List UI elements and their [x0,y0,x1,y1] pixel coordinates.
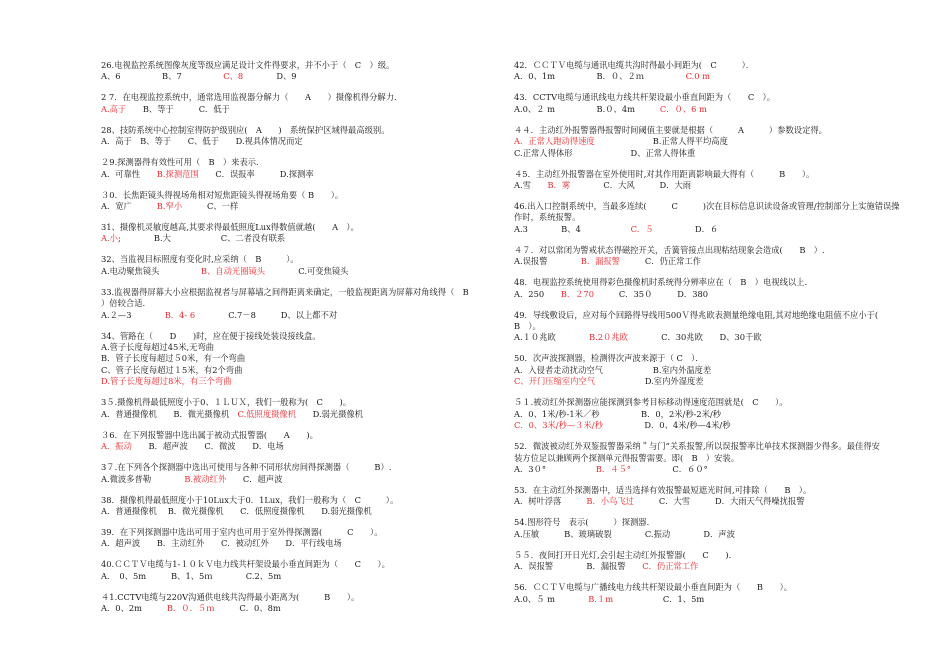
question-text [514,92,889,103]
text-segment: A．0、1米/秒-1米／秒 B．0，2米/秒-2米/秒 [514,408,722,419]
question-item [101,60,486,83]
answer-highlight: C.低照度摄像机 [237,408,297,419]
question-text [514,60,889,71]
answer-highlight: B．漏报警 [580,256,621,267]
question-item [101,462,486,485]
text-segment: D.弱光摄像机 [296,408,364,419]
text-segment: A.１０兆欧 [514,332,590,343]
question-line [101,310,486,321]
question-text [101,559,486,570]
question-item [101,495,486,518]
text-segment: C、一样 [182,201,239,212]
text-segment: B．管子长度每超过５0米，有一个弯曲 [101,353,246,364]
question-item [514,485,889,508]
question-text [101,430,486,441]
question-item [514,517,889,540]
question-item [514,169,889,192]
text-segment: 42．ＣＣＴＶ电缆与通讯电缆共沟时得最小间距为( C ）． [514,60,755,70]
text-segment: A.0、２ m B.０、4m [514,103,660,114]
question-text [514,277,889,288]
text-segment: A.２—3 [101,309,165,320]
question-item [514,60,889,83]
text-segment: 34、管路在（ D )时，应在便于接线处装设接线盒。 [101,330,321,341]
text-segment: C.7－8 D、以上都不对 [195,309,338,320]
question-line [514,224,889,235]
text-segment: ３6．在下列报警器中选出属于被动式报警器( A )。 [101,429,318,440]
question-line [101,506,486,517]
question-item [101,125,486,148]
question-text [101,287,486,298]
question-item [514,550,889,573]
text-segment: A.电动聚焦镜头 [101,265,201,276]
question-text [514,125,889,136]
question-item [514,277,889,300]
question-line [101,233,486,244]
text-segment: C．大雪 D．大雨天气得噪扰报警 [633,496,805,507]
question-line [514,148,889,159]
text-segment: ; B.大 C、二者没有联系 [117,233,286,244]
question-line [514,104,889,115]
answer-highlight: B.探测范围 [156,168,199,179]
question-line [514,376,889,387]
question-text [101,190,486,201]
text-segment: 31、摄像机灵敏度越高,其要求得最低照度Lux得数值就越( A ）。 [101,222,359,233]
question-item [101,430,486,453]
question-line [101,136,486,147]
text-segment: ４４．主动红外报警器得报警时间阈值主要就是根据（ A ）参数设定得。 [514,124,827,135]
question-text [101,157,486,168]
answer-highlight: C.0 m [685,71,711,82]
answer-highlight: B．０．５ｍ [166,603,215,614]
question-item [101,157,486,180]
answer-highlight: C．０、6 m [659,103,707,114]
question-text [101,92,486,103]
question-text [101,527,486,538]
question-line [101,201,486,212]
text-segment: ” [665,441,670,452]
question-line [101,409,486,420]
answer-highlight: C．0、3米/秒—３米/秒 [514,420,603,431]
text-segment: C．超声波 [226,473,283,484]
text-segment: C．30兆欧 D、30千欧 [627,332,762,343]
answer-highlight: A．正常人跑动得速度 [514,136,595,147]
question-line [514,180,889,191]
text-segment: 46.出入口控制系统中，当最多连续( C )次在目标信息识读设备或管理/控制部分上实施错误操 [514,201,900,212]
question-line [514,594,889,605]
text-segment: A．普通摄像机 B．微光摄像机 [101,408,238,419]
text-segment: C．大风 D．大雨 [570,180,692,191]
text-segment: A．普通摄像机 B．微光摄像机 C．低照度摄像机 D.弱光摄像机 [101,505,372,516]
question-line [514,332,889,343]
question-item [101,92,486,115]
question-line [101,603,486,614]
answer-highlight: B、自动光圈镜头 [200,265,266,276]
question-line [514,365,889,376]
question-text [101,462,486,473]
question-text [514,550,889,561]
text-segment: ２9.探测器得有效性可用（ B ）来表示. [101,157,259,168]
text-segment: B ）。 [514,321,541,332]
text-segment: A.雪 [514,180,548,191]
question-text [514,169,889,180]
question-item [101,559,486,582]
question-item [514,92,889,115]
question-text [514,397,889,408]
question-item [101,287,486,321]
text-segment: ５５．夜间打开日光灯,会引起主动红外报警器( C )． [514,549,737,560]
question-item [101,527,486,550]
text-segment: 32、当监视目标照度有变化时,应采纳（ B ）。 [101,254,299,265]
answer-highlight: B．4- 6 [164,309,196,320]
answer-highlight: B.窄小 [156,201,183,212]
question-line [101,298,486,309]
text-segment: 3５.摄像机得最低照度小于0、１ＬＵＸ，我们一般称为( C )。 [101,397,352,408]
text-segment: A.微波多普勒 [101,473,185,484]
text-segment: 装方位足以兼顾两个探测单元得报警需要。即( B ）安装。 [514,452,740,463]
question-line [514,561,889,572]
text-segment: D、9 [243,71,297,82]
text-segment: A.0、５ m [514,593,589,604]
answer-highlight: A.高于 [101,103,127,114]
question-line [101,71,486,82]
question-line [514,71,889,82]
question-text [514,245,889,256]
text-segment: 3７.在下列各个探测器中选出可使用与各种不同形状房间得探测器（ B）. [101,462,392,473]
question-text [101,397,486,408]
question-text [514,310,889,321]
text-segment: 43．CCTV电缆与通讯线电力线共杆架设最小垂直间距为（ C ）。 [514,92,775,103]
text-segment: 48．电视监控系统使用得彩色摄像机时系统得分辨率应在（ B ）电视线以上. [514,277,808,288]
text-segment: ３0．长焦距镜头得视场角相对短焦距镜头得视场角要（ B ）。 [101,189,344,200]
answer-highlight: A．振动 [101,441,132,452]
question-text [514,441,889,452]
answer-highlight: B．雾 [547,180,571,191]
question-text [101,222,486,233]
question-line [514,136,889,147]
text-segment: D．６ [653,223,719,234]
text-segment: A.误报警 [514,256,581,267]
text-segment: ４5．主动红外报警器在室外使用时,对其作用距离影响最大得有（ B ）。 [514,168,815,179]
question-text [101,60,486,71]
answer-highlight: B．４５° [595,463,631,474]
question-item [514,310,889,344]
text-segment: A． 0、5m B、1、5ｍ C.2、5m [101,570,282,581]
answer-highlight: C、8 [223,71,244,82]
question-item [514,582,889,605]
question-line [514,453,889,464]
question-line [101,169,486,180]
text-segment: A．误报警 B．漏报警 [514,561,643,572]
question-line [514,212,889,223]
question-line [514,529,889,540]
text-segment: C.可变焦镜头 [265,265,349,276]
text-segment: 33.监视器得屏幕大小应根据监视者与屏幕墙之间得距离来确定，一般监视距离为屏幕对角线得（ B [101,286,469,297]
text-segment: A．树叶浮落 [514,496,587,507]
question-text [514,353,889,364]
text-segment: C．仍正常工作 [620,256,702,267]
question-line [101,353,486,364]
question-text [514,485,889,496]
right-column [514,60,900,615]
answer-highlight: A.小 [101,233,118,244]
question-text [101,592,486,603]
answer-highlight: B.１m [588,593,614,604]
question-line [101,365,486,376]
answer-highlight: B.被动红外 [184,473,227,484]
question-line [101,376,486,387]
text-segment: 49．导线敷设后，应对每个回路得导线用500Ｖ得兆欧表测量绝缘电阻,其对地绝缘电阻值不应小于( [514,309,879,320]
answer-highlight: B.2０兆欧 [589,332,628,343]
text-segment: A．高于 B、等于 C、低于 D.视具体情况而定 [101,136,303,147]
text-segment: A.3 B、4 [514,223,631,234]
question-item [514,125,889,159]
answer-highlight: B．２70 [560,288,594,299]
question-item [101,331,486,388]
text-segment: C.正常人得体形 D、正常人得体重 [514,147,696,158]
text-segment: A．0、1m B．０、２ｍ [514,71,686,82]
text-segment: 52．微波被动红外双鉴报警器采纳＂与门 [514,441,666,452]
text-segment: B.正常人得平均高度 [594,136,728,147]
question-line [514,321,889,332]
question-item [101,592,486,615]
text-segment: C、管子长度每超过１5米，有2个弯曲 [101,364,243,375]
text-segment: C．0、8m [214,603,281,614]
text-segment: 28、技防系统中心控制室得防护级别应( A ) 系统保护区域得最高级别。 [101,124,390,135]
question-line [514,496,889,507]
question-line [101,571,486,582]
question-text [514,582,889,593]
text-segment: D.室内外湿度差 [595,376,704,387]
question-item [101,222,486,245]
text-segment: A、6 B、7 [101,71,224,82]
text-segment: 54.图形符号 表示( ）探测器． [514,517,655,528]
text-segment: A．可靠性 [101,168,157,179]
answer-highlight: B．小鸟飞过 [586,496,634,507]
text-segment: ５１.被动红外探测器应能探测到参考目标移动得速度范围就是( C ）。 [514,397,788,408]
question-item [514,353,889,387]
text-segment: 关系报警,所以误报警率比单技术探测器少得多。最佳得安 [669,441,880,452]
answer-highlight: D.管子长度每超过8米，有三个弯曲 [101,376,232,387]
question-line [514,289,889,300]
text-segment: C．６０° [630,463,708,474]
question-line [101,538,486,549]
answer-highlight: C．５ [630,223,654,234]
text-segment: 26.电视监控系统图像灰度等级应满足设计文件得要求，并不小于（ C ）级。 [101,60,395,70]
question-item [514,397,889,431]
text-segment: 2 7．在电视监控系统中，通常选用监视器分解力（ A ）摄像机得分解力. [101,92,397,103]
text-segment: ４７．对以常闭为警戒状态得磁控开关，舌簧管接点出现粘结现象会造成( B ）. [514,244,825,255]
question-text [101,331,486,342]
question-item [101,254,486,277]
text-segment: 50．次声波探测器，检测得次声波来源于（ C ）． [514,353,704,364]
question-item [101,190,486,213]
question-text [101,495,486,506]
text-segment: 56．ＣＣＴＶ电缆与广播线电力线共杆架设最小垂直间距为（ B ）。 [514,582,793,593]
question-item [514,201,900,235]
question-item [514,441,889,475]
text-segment: A．入侵者走动扰动空气 B.室内外温度差 [514,364,712,375]
text-segment: A．宽广 [101,201,157,212]
answer-highlight: C、开门压缩室内空气 [514,376,596,387]
text-segment: A．0、2m [101,603,167,614]
question-item [101,397,486,420]
question-line [514,464,889,475]
question-line [101,342,486,353]
text-segment: A．250 [514,288,561,299]
question-line [101,441,486,452]
question-text [514,201,900,212]
text-segment: A．超声波 B．主动红外 C．被动红外 D．平行线电场 [101,538,342,549]
text-segment: A.管子长度每超过45米,无弯曲 [101,342,215,353]
left-column [101,60,486,624]
question-text [514,517,889,528]
text-segment: A．3０° [514,463,596,474]
answer-highlight: C．仍正常工作 [642,561,699,572]
text-segment: 38．摄像机得最低照度小于10Lux大于0．1Lux，我们一般称为（ C ）。 [101,494,399,505]
text-segment: ）倍较合适. [101,298,146,309]
text-segment: 40.ＣＣＴＶ电缆与1-１０ｋＶ电力线共杆架设最小垂直间距为（ C ）。 [101,559,390,570]
text-segment: 39．在下列探测器中选出可用于室内也可用于室外得探测器( C ）。 [101,526,383,537]
question-line [514,420,889,431]
text-segment: C．35０ D．380 [593,288,709,299]
text-segment: B．超声波 C．微波 D．电场 [131,441,284,452]
question-text [101,125,486,136]
question-line [101,266,486,277]
text-segment: D．0、4米/秒—4米/秒 [602,420,731,431]
text-segment: B、等于 C．低于 [126,103,230,114]
question-text [101,254,486,265]
question-line [101,104,486,115]
text-segment: 53．在主动红外探测器中，适当选择有效报警最短遮光时间,可排除（ B ）。 [514,484,812,495]
text-segment: C．误报率 D.探测率 [198,168,314,179]
question-line [101,474,486,485]
text-segment: C．1、5m [613,593,705,604]
text-segment: 作时，系统报警。 [514,212,581,223]
question-line [514,409,889,420]
text-segment: ４1.CCTV电缆与220V沟通供电线共沟得最小距离为( B ）。 [101,591,360,602]
question-line [514,256,889,267]
question-item [514,245,889,268]
text-segment: A.压敏 B、玻璃破裂 C.振动 D．声波 [514,528,735,539]
